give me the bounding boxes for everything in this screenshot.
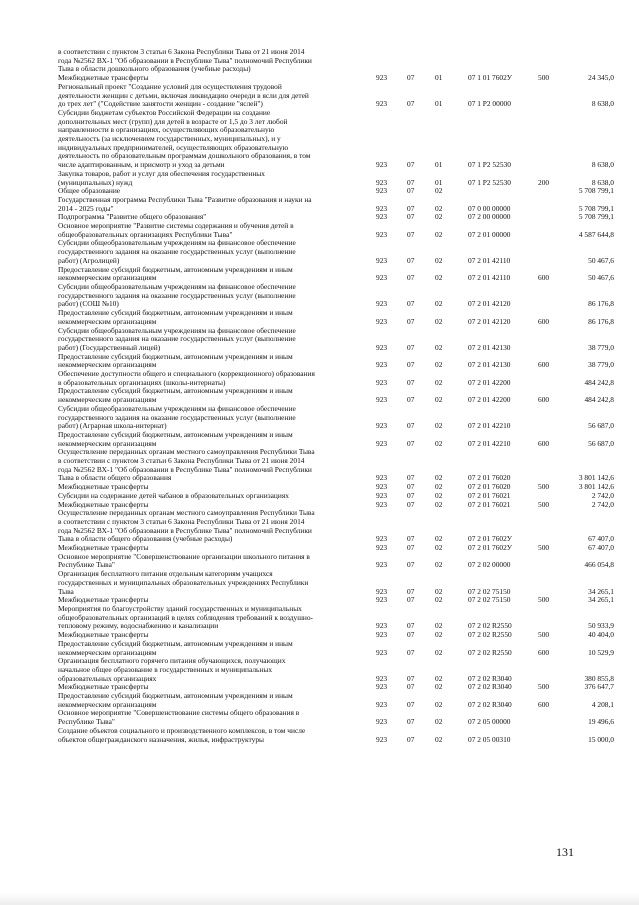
cell-sum: 15 000,0 — [588, 734, 614, 744]
table-row — [58, 605, 614, 631]
cell-vr: 500 — [538, 482, 550, 492]
row-description: Субсидии общеобразовательным учреждениям на финансовое обеспечение государственного задания на оказание государственных услуг (выполнение работ) (Аграрная школа-интернат) — [58, 403, 296, 431]
cell-grbs: 923 — [376, 699, 388, 709]
cell-vr: 500 — [538, 630, 550, 640]
cell-sum: 19 496,6 — [588, 717, 614, 727]
cell-grbs: 923 — [376, 673, 388, 683]
table-row — [58, 431, 614, 448]
table-row — [58, 83, 614, 109]
cell-prz: 02 — [435, 203, 443, 213]
row-description: Предоставление субсидий бюджетным, автономным учреждениям и иным некоммерческим организациям — [58, 386, 293, 405]
cell-rz: 07 — [407, 699, 415, 709]
cell-grbs: 923 — [376, 682, 388, 692]
row-description: Субсидии общеобразовательным учреждениям на финансовое обеспечение государственного задания на оказание государственных услуг (выполнение работ) (Государственный лицей) — [58, 325, 296, 352]
cell-grbs: 923 — [376, 160, 388, 170]
row-description: Организация бесплатного питания отдельным категориям учащихся государственных и муниципальных образовательных учреждениях Республики Тыва — [58, 569, 309, 596]
cell-grbs: 923 — [376, 342, 388, 352]
cell-sum: 2 742,0 — [591, 490, 614, 500]
cell-prz: 02 — [435, 212, 443, 222]
cell-csr: 07 2 01 42120 — [468, 299, 511, 309]
cell-csr: 07 2 01 42110 — [468, 273, 511, 283]
cell-sum: 38 779,0 — [588, 360, 614, 370]
cell-prz: 02 — [435, 490, 443, 500]
row-description: Межбюджетные трансферты — [58, 499, 149, 509]
cell-csr: 07 2 01 7602У — [468, 543, 513, 553]
cell-csr: 07 1 P2 52530 — [468, 177, 511, 187]
cell-prz: 02 — [435, 682, 443, 692]
row-description: Подпрограмма "Развитие общего образования" — [58, 212, 207, 222]
cell-prz: 02 — [435, 273, 443, 283]
table-row — [58, 109, 614, 170]
row-description: Закупка товаров, работ и услуг для обеспечения государственных (муниципальных) нужд — [58, 168, 265, 187]
table-row — [58, 327, 614, 353]
cell-prz: 02 — [435, 734, 443, 744]
cell-prz: 02 — [435, 299, 443, 309]
cell-prz: 02 — [435, 482, 443, 492]
cell-csr: 07 2 02 75150 — [468, 586, 511, 596]
cell-sum: 50 467,6 — [588, 273, 614, 283]
cell-sum: 34 265,1 — [588, 595, 614, 605]
table-row — [58, 196, 614, 213]
cell-csr: 07 2 01 42110 — [468, 255, 511, 265]
cell-grbs: 923 — [376, 534, 388, 544]
cell-grbs: 923 — [376, 734, 388, 744]
row-description: Создание объектов социального и производственного комплексов, в том числе объектов общегражданского назначения, жилья, инфраструктуры — [58, 725, 306, 744]
cell-grbs: 923 — [376, 316, 388, 326]
cell-prz: 02 — [435, 560, 443, 570]
cell-csr: 07 2 05 00310 — [468, 734, 511, 744]
cell-grbs: 923 — [376, 395, 388, 405]
cell-csr: 07 1 P2 52530 — [468, 160, 511, 170]
cell-sum: 3 801 142,6 — [578, 482, 614, 492]
table-row — [58, 353, 614, 370]
cell-sum: 380 855,8 — [584, 673, 614, 683]
row-description: Основное мероприятие "Совершенствование организации школьного питания в Республике Тыва" — [58, 551, 310, 570]
cell-prz: 02 — [435, 438, 443, 448]
cell-csr: 07 2 01 42120 — [468, 316, 511, 326]
cell-prz: 02 — [435, 499, 443, 509]
cell-sum: 40 404,0 — [588, 630, 614, 640]
cell-sum: 5 708 799,1 — [578, 212, 614, 222]
cell-csr: 07 2 01 76020 — [468, 482, 511, 492]
cell-sum: 50 467,6 — [588, 255, 614, 265]
row-description: Основное мероприятие "Совершенствование системы общего образования в Республике Тыва" — [58, 708, 300, 727]
row-description: Межбюджетные трансферты — [58, 543, 149, 553]
cell-sum: 56 687,0 — [588, 438, 614, 448]
cell-sum: 86 176,8 — [588, 299, 614, 309]
cell-rz: 07 — [407, 499, 415, 509]
cell-csr: 07 2 01 42200 — [468, 395, 511, 405]
cell-csr: 07 2 02 R2550 — [468, 647, 512, 657]
cell-sum: 10 529,9 — [588, 647, 614, 657]
table-row — [58, 370, 614, 387]
row-description: Региональный проект "Создание условий для осуществления трудовой деятельности женщин с детьми, включая ликвидацию очереди в ясли для детей до трех лет" ("Содействие занятости женщин - создание "яслей") — [58, 81, 309, 109]
cell-prz: 02 — [435, 630, 443, 640]
table-row — [58, 692, 614, 709]
cell-rz: 07 — [407, 377, 415, 387]
row-description: Межбюджетные трансферты — [58, 482, 149, 492]
cell-grbs: 923 — [376, 255, 388, 265]
row-description: Предоставление субсидий бюджетным, автономным учреждениям и иным некоммерческим организациям — [58, 429, 293, 448]
cell-vr: 500 — [538, 682, 550, 692]
row-description: Субсидии общеобразовательным учреждениям на финансовое обеспечение государственного задания на оказание государственных услуг (выполнение работ) (Агролицей) — [58, 238, 296, 265]
cell-grbs: 923 — [376, 438, 388, 448]
row-description: Субсидии бюджетам субъектов Российской Федерации на создание дополнительных мест (групп) для детей в возрасте от 1,5 до 3 лет любой направленности в организациях, осуществляющих образовательную деятельность (за исключением государственных, муниципальных), и у индивидуальных предпринимателей, осуществляющих образовательную деятельность по образовательным программам дошкольного образования, в том числе адаптированным, и присмотр и уход за детьми — [58, 107, 311, 170]
cell-csr: 07 2 01 42210 — [468, 421, 511, 431]
cell-prz: 01 — [435, 160, 443, 170]
cell-vr: 500 — [538, 543, 550, 553]
cell-grbs: 923 — [376, 377, 388, 387]
cell-vr: 600 — [538, 699, 550, 709]
table-row — [58, 266, 614, 283]
table-row — [58, 657, 614, 683]
row-description: Межбюджетные трансферты — [58, 630, 149, 640]
cell-sum: 67 407,0 — [588, 534, 614, 544]
table-row — [58, 170, 614, 187]
cell-csr: 07 2 01 76021 — [468, 490, 511, 500]
row-description: Субсидии общеобразовательным учреждениям на финансовое обеспечение государственного задания на оказание государственных услуг (выполнение работ) (СОШ №10) — [58, 281, 296, 309]
row-description: Предоставление субсидий бюджетным, автономным учреждениям и иным некоммерческим организациям — [58, 264, 293, 283]
cell-grbs: 923 — [376, 630, 388, 640]
cell-grbs: 923 — [376, 177, 388, 187]
cell-sum: 4 587 644,8 — [578, 229, 614, 239]
cell-csr: 07 2 01 42130 — [468, 360, 511, 370]
cell-csr: 07 1 P2 00000 — [468, 99, 511, 109]
cell-csr: 07 2 01 76021 — [468, 499, 511, 509]
cell-csr: 07 2 01 00000 — [468, 229, 511, 239]
table-row — [58, 553, 614, 570]
row-description: Предоставление субсидий бюджетным, автономным учреждениям и иным некоммерческим организациям — [58, 638, 293, 657]
cell-csr: 07 2 01 76020 — [468, 473, 511, 483]
cell-rz: 07 — [407, 490, 415, 500]
cell-sum: 4 208,1 — [591, 699, 614, 709]
cell-csr: 07 2 02 R3040 — [468, 673, 512, 683]
cell-rz: 07 — [407, 682, 415, 692]
cell-csr: 07 2 01 42130 — [468, 342, 511, 352]
cell-rz: 07 — [407, 482, 415, 492]
row-description: Межбюджетные трансферты — [58, 73, 149, 83]
cell-grbs: 923 — [376, 299, 388, 309]
row-description: Организация бесплатного горячего питания обучающихся, получающих начальное общее образование в государственных и муниципальных образовательных организациях — [58, 656, 286, 683]
cell-prz: 02 — [435, 595, 443, 605]
row-description: Государственная программа Республики Тыва "Развитие образования и науки на 2014 - 2025 годы" — [58, 194, 312, 213]
cell-prz: 02 — [435, 186, 443, 196]
cell-rz: 07 — [407, 203, 415, 213]
cell-prz: 02 — [435, 534, 443, 544]
cell-csr: 07 2 01 42210 — [468, 438, 511, 448]
cell-grbs: 923 — [376, 73, 388, 83]
cell-sum: 5 708 799,1 — [578, 203, 614, 213]
cell-grbs: 923 — [376, 560, 388, 570]
cell-grbs: 923 — [376, 595, 388, 605]
table-row — [58, 727, 614, 744]
cell-rz: 07 — [407, 734, 415, 744]
cell-rz: 07 — [407, 255, 415, 265]
cell-sum: 8 638,0 — [591, 177, 614, 187]
cell-rz: 07 — [407, 560, 415, 570]
cell-sum: 484 242,8 — [584, 377, 614, 387]
cell-rz: 07 — [407, 647, 415, 657]
cell-rz: 07 — [407, 177, 415, 187]
cell-csr: 07 2 02 R3040 — [468, 699, 512, 709]
cell-grbs: 923 — [376, 543, 388, 553]
cell-rz: 07 — [407, 395, 415, 405]
cell-csr: 07 2 05 00000 — [468, 717, 511, 727]
cell-rz: 07 — [407, 316, 415, 326]
scan-edge — [0, 893, 639, 905]
cell-grbs: 923 — [376, 490, 388, 500]
cell-grbs: 923 — [376, 499, 388, 509]
cell-prz: 02 — [435, 717, 443, 727]
cell-sum: 484 242,8 — [584, 395, 614, 405]
cell-vr: 600 — [538, 360, 550, 370]
cell-prz: 02 — [435, 473, 443, 483]
row-description: Межбюджетные трансферты — [58, 682, 149, 692]
cell-prz: 02 — [435, 673, 443, 683]
page-number: 131 — [556, 845, 574, 859]
cell-sum: 34 265,1 — [588, 586, 614, 596]
cell-sum: 24 345,0 — [588, 73, 614, 83]
cell-sum: 67 407,0 — [588, 543, 614, 553]
table-row — [58, 405, 614, 431]
cell-sum: 8 638,0 — [591, 160, 614, 170]
cell-prz: 02 — [435, 316, 443, 326]
cell-sum: 86 176,8 — [588, 316, 614, 326]
cell-csr: 07 2 02 R3040 — [468, 682, 512, 692]
cell-rz: 07 — [407, 212, 415, 222]
row-description: Осуществление переданных органам местного самоуправления Республики Тыва в соответствии с пунктом 3 статьи 6 Закона Республики Тыва от 21 июня 2014 года №2562 ВХ-1 "Об образовании в Республике Тыва" полномочий Республики Тыва в области общего образования — [58, 447, 315, 483]
row-description: Осуществление переданных органам местного самоуправления Республики Тыва в соответствии с пунктом 3 статьи 6 Закона Республики Тыва от 21 июня 2014 года №2562 ВХ-1 "Об образовании в Республике Тыва" полномочий Республики Тыва в области общего образования (учебные расходы) — [58, 508, 315, 544]
cell-rz: 07 — [407, 534, 415, 544]
cell-grbs: 923 — [376, 421, 388, 431]
table-row — [58, 709, 614, 726]
cell-rz: 07 — [407, 299, 415, 309]
cell-prz: 01 — [435, 177, 443, 187]
cell-rz: 07 — [407, 473, 415, 483]
cell-grbs: 923 — [376, 229, 388, 239]
row-description: Предоставление субсидий бюджетным, автономным учреждениям и иным некоммерческим организациям — [58, 351, 293, 370]
cell-prz: 01 — [435, 99, 443, 109]
row-description: в соответствии с пунктом 3 статьи 6 Закона Республики Тыва от 21 июня 2014 года №2562 ВХ-1 "Об образовании в Республике Тыва" полномочий Республики Тыва в области дошкольного образования (учебные расходы) — [58, 47, 312, 74]
cell-sum: 56 687,0 — [588, 421, 614, 431]
cell-grbs: 923 — [376, 186, 388, 196]
cell-csr: 07 0 00 00000 — [468, 203, 511, 213]
cell-sum: 3 801 142,6 — [578, 473, 614, 483]
cell-rz: 07 — [407, 186, 415, 196]
cell-sum: 376 647,7 — [584, 682, 614, 692]
cell-csr: 07 2 02 75150 — [468, 595, 511, 605]
cell-rz: 07 — [407, 630, 415, 640]
table-row — [58, 640, 614, 657]
cell-prz: 02 — [435, 421, 443, 431]
cell-sum: 38 779,0 — [588, 342, 614, 352]
row-description: Предоставление субсидий бюджетным, автономным учреждениям и иным некоммерческим организациям — [58, 691, 293, 709]
cell-csr: 07 2 02 R2550 — [468, 630, 512, 640]
table-row — [58, 309, 614, 326]
table-row — [58, 222, 614, 239]
cell-sum: 8 638,0 — [591, 99, 614, 109]
cell-grbs: 923 — [376, 360, 388, 370]
cell-rz: 07 — [407, 229, 415, 239]
cell-rz: 07 — [407, 273, 415, 283]
table-row — [58, 448, 614, 483]
cell-rz: 07 — [407, 673, 415, 683]
cell-prz: 02 — [435, 360, 443, 370]
table-row — [58, 509, 614, 544]
cell-rz: 07 — [407, 160, 415, 170]
cell-sum: 50 933,9 — [588, 621, 614, 631]
cell-sum: 2 742,0 — [591, 499, 614, 509]
cell-sum: 466 054,8 — [584, 560, 614, 570]
table-row — [58, 283, 614, 309]
cell-csr: 07 2 01 7602У — [468, 534, 513, 544]
cell-grbs: 923 — [376, 203, 388, 213]
cell-grbs: 923 — [376, 99, 388, 109]
row-description: Общее образование — [58, 186, 121, 196]
table-row — [58, 239, 614, 265]
cell-prz: 02 — [435, 342, 443, 352]
cell-rz: 07 — [407, 717, 415, 727]
cell-vr: 500 — [538, 595, 550, 605]
cell-vr: 600 — [538, 273, 550, 283]
cell-prz: 02 — [435, 377, 443, 387]
cell-vr: 500 — [538, 73, 550, 83]
cell-grbs: 923 — [376, 473, 388, 483]
table-row — [58, 48, 614, 74]
cell-sum: 5 708 799,1 — [578, 186, 614, 196]
cell-rz: 07 — [407, 73, 415, 83]
cell-rz: 07 — [407, 360, 415, 370]
cell-grbs: 923 — [376, 212, 388, 222]
cell-prz: 02 — [435, 395, 443, 405]
cell-rz: 07 — [407, 595, 415, 605]
table-row — [58, 570, 614, 596]
cell-prz: 02 — [435, 621, 443, 631]
cell-grbs: 923 — [376, 717, 388, 727]
cell-prz: 02 — [435, 647, 443, 657]
row-description: Межбюджетные трансферты — [58, 595, 149, 605]
row-description: Основное мероприятие "Развитие системы содержания и обучения детей в общеобразовательных организациях Республики Тыва" — [58, 221, 294, 239]
cell-grbs: 923 — [376, 273, 388, 283]
cell-csr: 07 2 01 42200 — [468, 377, 511, 387]
cell-rz: 07 — [407, 99, 415, 109]
cell-rz: 07 — [407, 342, 415, 352]
cell-rz: 07 — [407, 438, 415, 448]
cell-vr: 600 — [538, 438, 550, 448]
row-description: Субсидии на содержание детей чабанов в образовательных организациях — [58, 490, 289, 500]
cell-vr: 600 — [538, 316, 550, 326]
cell-grbs: 923 — [376, 482, 388, 492]
cell-prz: 01 — [435, 73, 443, 83]
cell-grbs: 923 — [376, 586, 388, 596]
cell-vr: 200 — [538, 177, 550, 187]
cell-prz: 02 — [435, 586, 443, 596]
cell-prz: 02 — [435, 229, 443, 239]
cell-vr: 600 — [538, 647, 550, 657]
budget-table — [58, 48, 614, 744]
cell-rz: 07 — [407, 421, 415, 431]
cell-rz: 07 — [407, 586, 415, 596]
cell-vr: 600 — [538, 395, 550, 405]
cell-rz: 07 — [407, 621, 415, 631]
table-row — [58, 387, 614, 404]
cell-csr: 07 1 01 7602У — [468, 73, 513, 83]
cell-rz: 07 — [407, 543, 415, 553]
cell-prz: 02 — [435, 543, 443, 553]
row-description: Предоставление субсидий бюджетным, автономным учреждениям и иным некоммерческим организациям — [58, 308, 293, 326]
cell-csr: 07 2 02 R2550 — [468, 621, 512, 631]
row-description: Обеспечение доступности общего и специального (коррекционного) образования в образовательных организациях (школы-интернаты) — [58, 369, 315, 387]
cell-grbs: 923 — [376, 621, 388, 631]
cell-prz: 02 — [435, 699, 443, 709]
cell-grbs: 923 — [376, 647, 388, 657]
cell-csr: 07 2 00 00000 — [468, 212, 511, 222]
cell-vr: 500 — [538, 499, 550, 509]
row-description: Мероприятия по благоустройству зданий государственных и муниципальных общеобразовательных организаций в целях соблюдения требований к воздушно- тепловому режиму, водоснабжению и канализации — [58, 604, 314, 631]
cell-csr: 07 2 02 00000 — [468, 560, 511, 570]
cell-prz: 02 — [435, 255, 443, 265]
